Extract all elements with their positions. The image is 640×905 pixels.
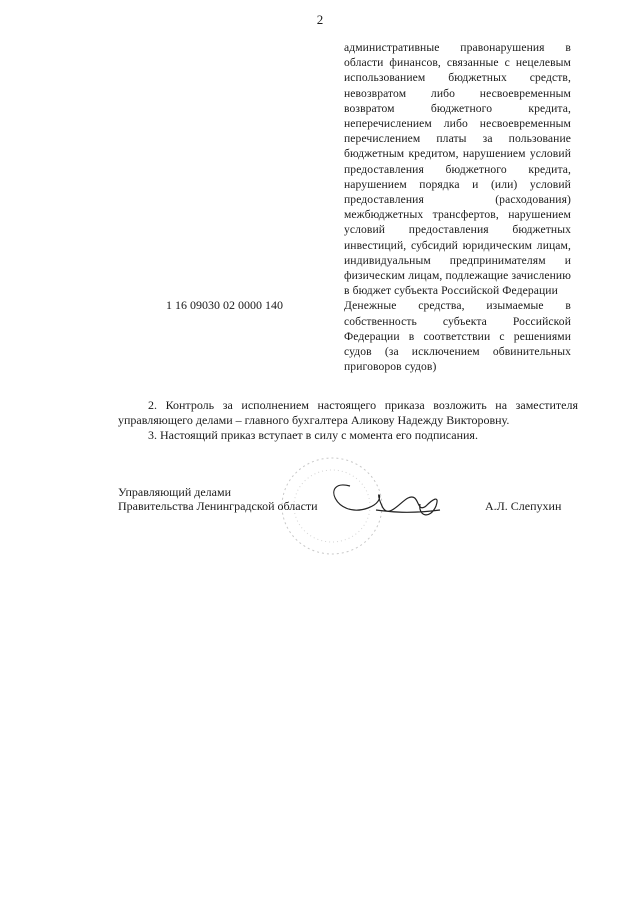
signatory-name: А.Л. Слепухин xyxy=(485,499,562,513)
paragraph-control: 2. Контроль за исполнением настоящего приказа возложить на заместителя управляющего делами – главного бухгалтера Аликову Надежду Викторовну. xyxy=(118,398,578,427)
position-line: Управляющий делами xyxy=(118,485,232,499)
budget-code xyxy=(118,40,344,298)
table-row xyxy=(118,298,578,374)
codes-table xyxy=(118,40,578,374)
code-description: административные правонарушения в области финансов, связанные с нецелевым использованием бюджетных средств, невозвратом либо несвоевременным возвратом бюджетного кредита, неперечислением либо несвоевременным перечислением платы за пользование бюджетным кредитом, нарушением условий предоставления бюджетного кредита, нарушением порядка и (или) условий предоставления (расходования) межбюджетных трансфертов, нарушением условий предоставления бюджетных инвестиций, субсидий юридическим лицам, индивидуальным предпринимателям и физическим лицам, подлежащие зачислению в бюджет субъекта Российской Федерации xyxy=(344,41,571,298)
signatory-position xyxy=(118,485,318,513)
budget-code: 1 16 09030 02 0000 140 xyxy=(166,298,283,313)
code-description: Денежные средства, изымаемые в собственность субъекта Российской Федерации в соответствии с решениями судов (за исключением обвинительных приговоров судов) xyxy=(344,299,571,374)
position-line: Правительства Ленинградской области xyxy=(118,499,318,513)
page-number: 2 xyxy=(316,12,324,27)
table-row xyxy=(118,40,578,298)
paragraph-effect: 3. Настоящий приказ вступает в силу с момента его подписания. xyxy=(148,428,478,442)
